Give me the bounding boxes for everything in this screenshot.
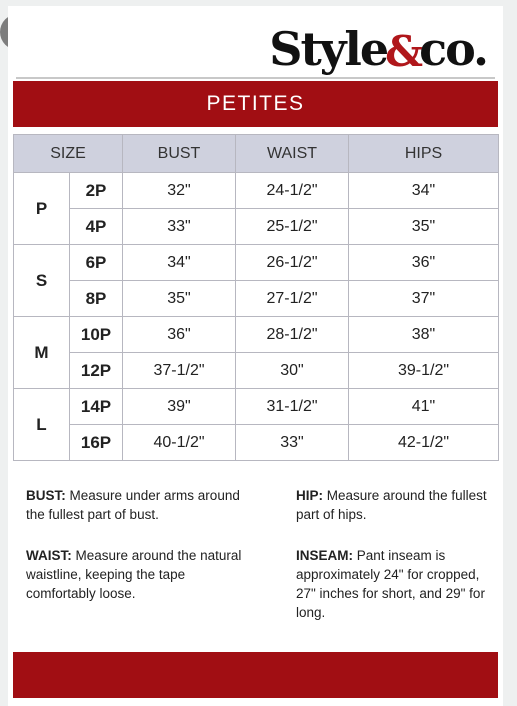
table-row: [14, 173, 499, 209]
note-waist-label: WAIST:: [26, 548, 72, 563]
size-code: 14P: [70, 389, 123, 425]
size-table: [13, 134, 499, 461]
brand-logo: [269, 6, 487, 76]
bust-value: 39": [123, 389, 236, 425]
header-size: SIZE: [14, 135, 123, 173]
waist-value: 25-1/2": [236, 209, 349, 245]
waist-value: 28-1/2": [236, 317, 349, 353]
bust-value: 40-1/2": [123, 425, 236, 461]
size-code: 4P: [70, 209, 123, 245]
brand-logo-part2: co.: [419, 22, 487, 76]
size-group-label: P: [14, 173, 70, 245]
table-row: [14, 425, 499, 461]
logo-divider: [16, 77, 495, 79]
hips-value: 39-1/2": [349, 353, 499, 389]
note-inseam-text: Pant inseam is approximately 24" for cropped, 27" inches for short, and 29" for long.: [296, 548, 485, 620]
bust-value: 33": [123, 209, 236, 245]
note-waist-text: Measure around the natural waistline, keeping the tape comfortably loose.: [26, 548, 242, 601]
section-title: PETITES: [206, 92, 305, 115]
bust-value: 37-1/2": [123, 353, 236, 389]
footer-banner: [13, 652, 498, 698]
section-banner: [13, 81, 498, 127]
hips-value: 34": [349, 173, 499, 209]
table-header-row: [14, 135, 499, 173]
waist-value: 33": [236, 425, 349, 461]
table-row: [14, 389, 499, 425]
header-bust: BUST: [123, 135, 236, 173]
note-hip: [296, 486, 496, 524]
brand-logo-part1: Style: [269, 22, 388, 76]
hips-value: 38": [349, 317, 499, 353]
size-group-label: L: [14, 389, 70, 461]
hips-value: 37": [349, 281, 499, 317]
size-group-label: S: [14, 245, 70, 317]
waist-value: 30": [236, 353, 349, 389]
table-row: [14, 281, 499, 317]
table-row: [14, 245, 499, 281]
waist-value: 27-1/2": [236, 281, 349, 317]
table-row: [14, 353, 499, 389]
bust-value: 34": [123, 245, 236, 281]
hips-value: 42-1/2": [349, 425, 499, 461]
hips-value: 41": [349, 389, 499, 425]
table-row: [14, 317, 499, 353]
size-code: 16P: [70, 425, 123, 461]
note-bust-text: Measure under arms around the fullest part of bust.: [26, 488, 240, 522]
bust-value: 36": [123, 317, 236, 353]
note-hip-label: HIP:: [296, 488, 323, 503]
brand-logo-ampersand: &: [385, 27, 422, 76]
note-bust: [26, 486, 251, 524]
size-code: 8P: [70, 281, 123, 317]
header-hips: HIPS: [349, 135, 499, 173]
hips-value: 36": [349, 245, 499, 281]
size-code: 10P: [70, 317, 123, 353]
note-inseam-label: INSEAM:: [296, 548, 353, 563]
bust-value: 35": [123, 281, 236, 317]
bust-value: 32": [123, 173, 236, 209]
hips-value: 35": [349, 209, 499, 245]
note-waist: [26, 546, 251, 603]
note-hip-text: Measure around the fullest part of hips.: [296, 488, 487, 522]
size-code: 12P: [70, 353, 123, 389]
table-row: [14, 209, 499, 245]
note-bust-label: BUST:: [26, 488, 66, 503]
waist-value: 26-1/2": [236, 245, 349, 281]
waist-value: 24-1/2": [236, 173, 349, 209]
note-inseam: [296, 546, 496, 622]
header-waist: WAIST: [236, 135, 349, 173]
size-code: 6P: [70, 245, 123, 281]
size-chart-card: [8, 6, 503, 706]
size-code: 2P: [70, 173, 123, 209]
size-group-label: M: [14, 317, 70, 389]
waist-value: 31-1/2": [236, 389, 349, 425]
